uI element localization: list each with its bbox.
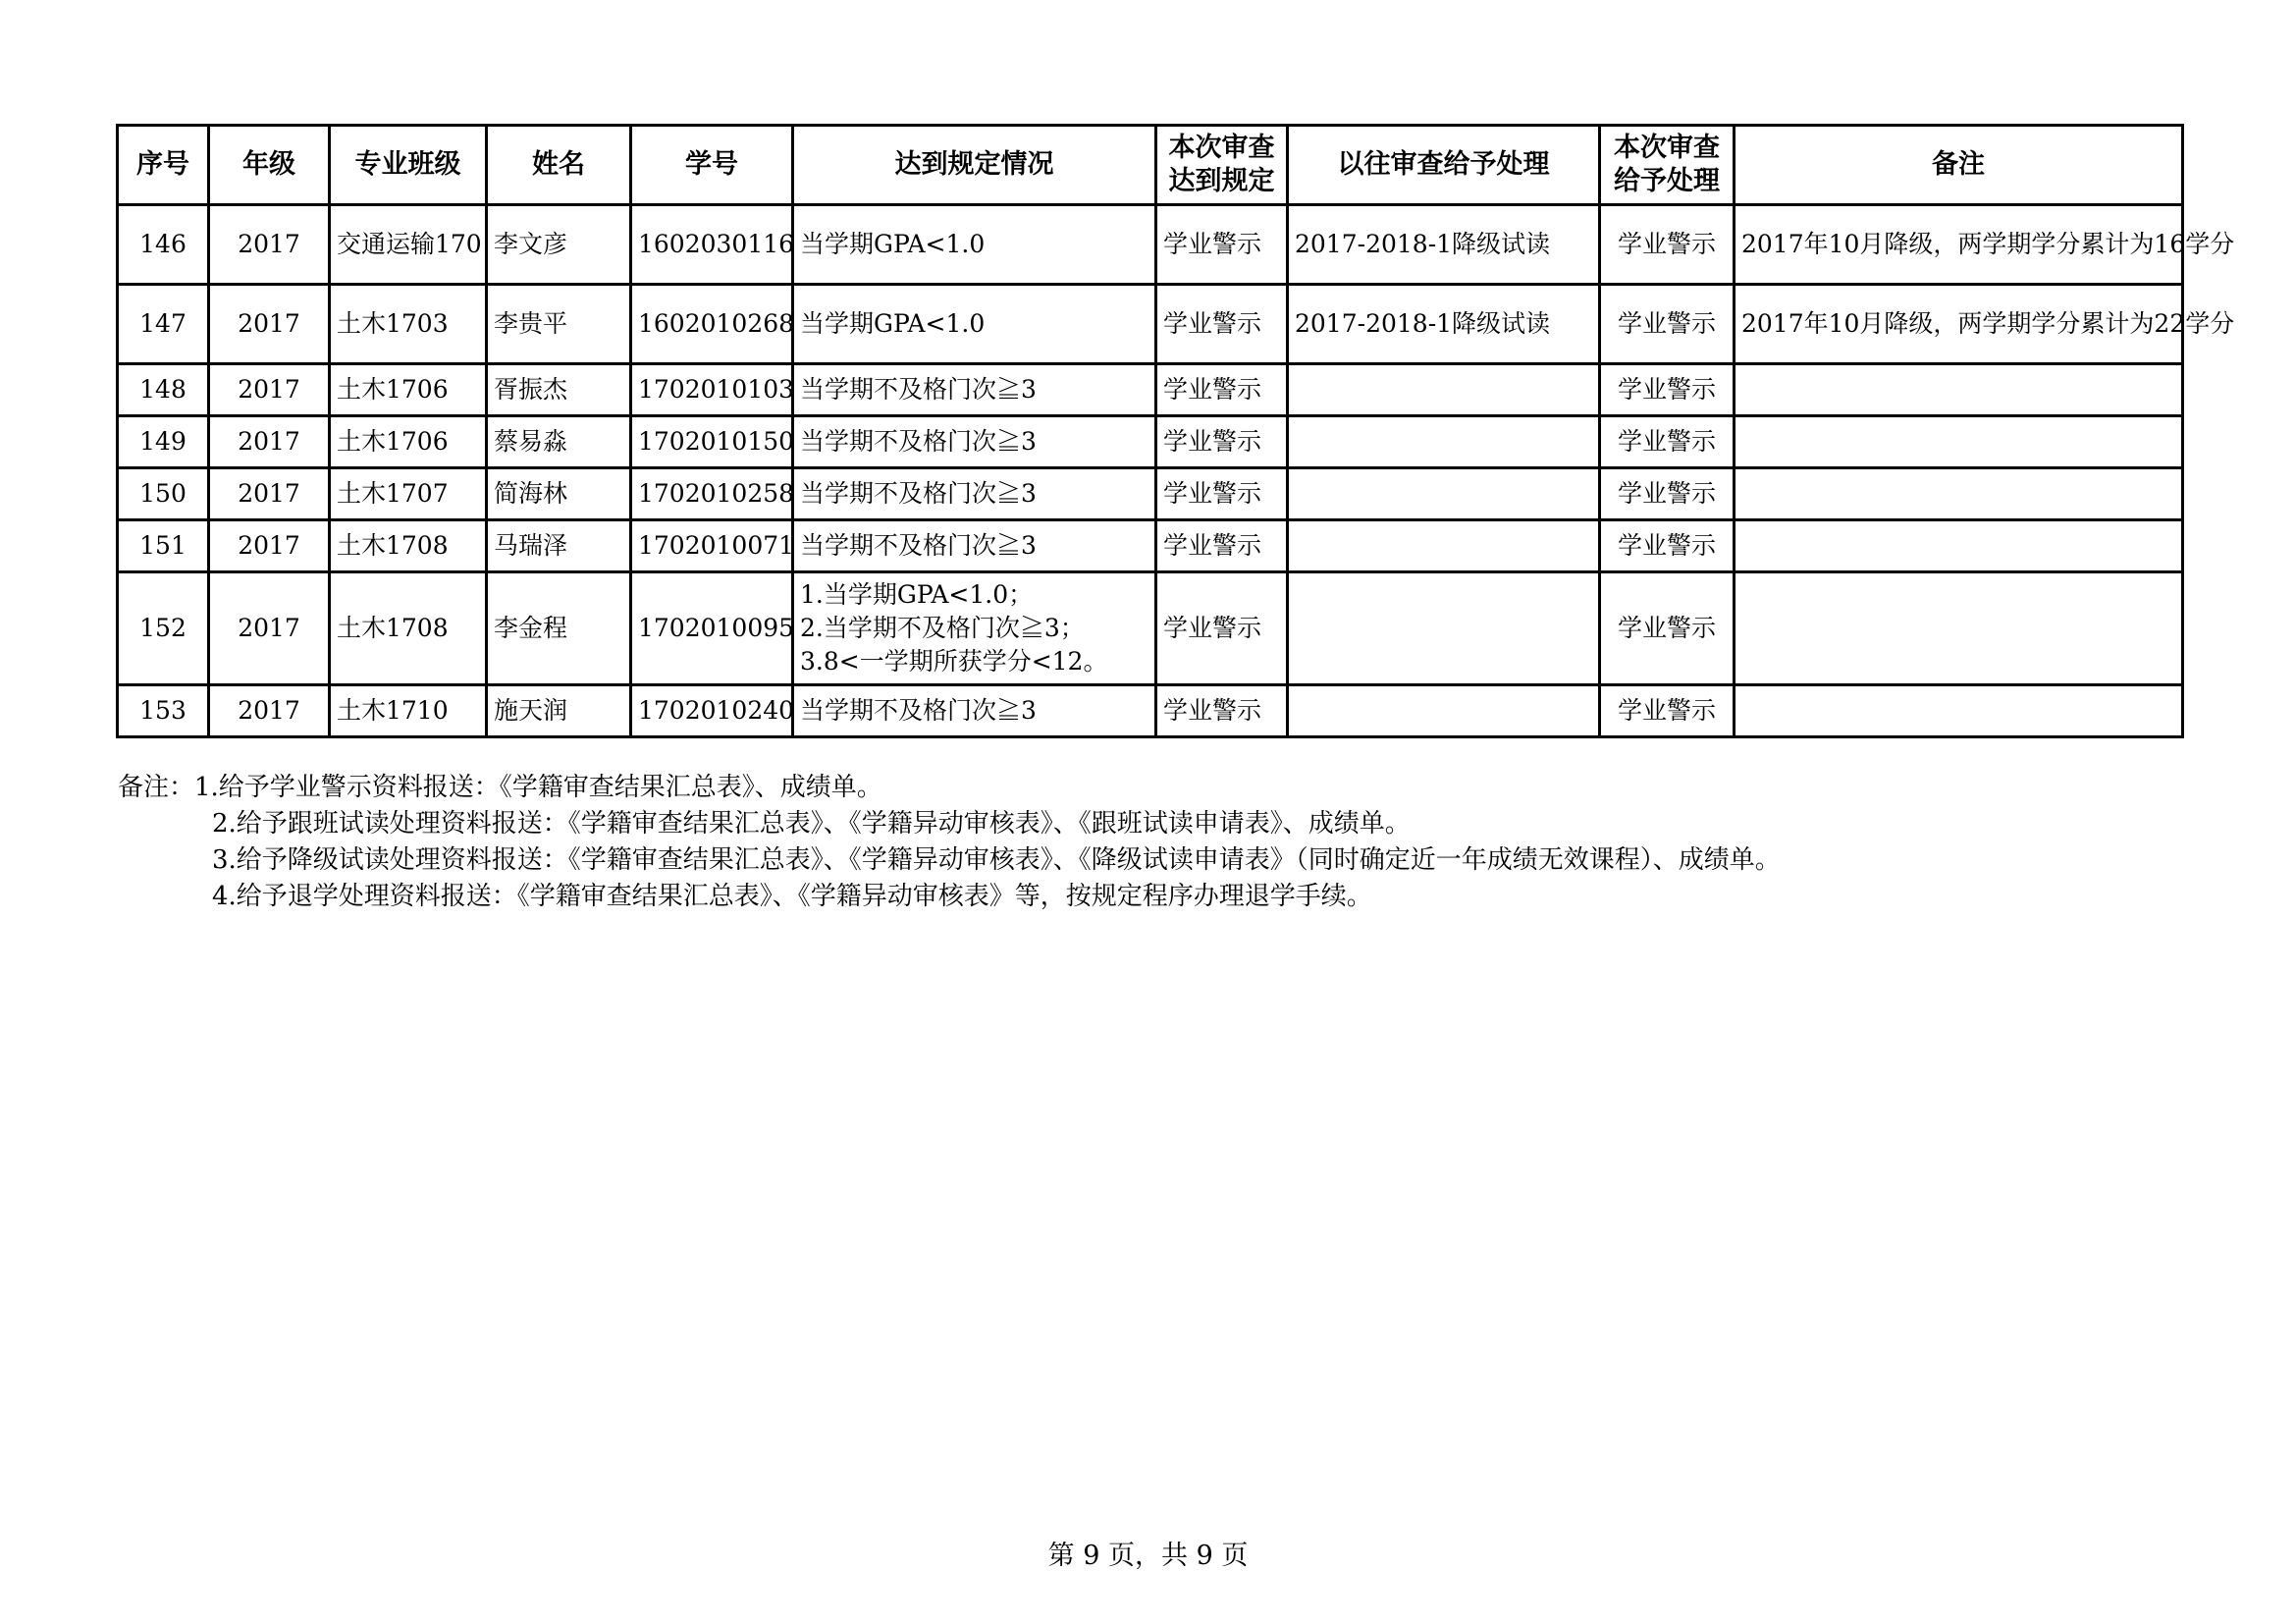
table-row: [118, 416, 2183, 468]
header-condition: 达到规定情况: [793, 126, 1156, 205]
header-student-id: 学号: [631, 126, 793, 205]
header-remark: 备注: [1735, 126, 2183, 205]
cell-condition: 当学期GPA<1.0: [793, 205, 1156, 285]
cell-previous: [1288, 364, 1600, 416]
cell-class: 土木1710: [330, 685, 487, 737]
table-row: [118, 520, 2183, 572]
cell-seq: 149: [118, 416, 209, 468]
cell-condition: 当学期不及格门次≧3: [793, 364, 1156, 416]
table-row: [118, 572, 2183, 685]
cell-grade: 2017: [209, 416, 330, 468]
cell-name: 李文彦: [487, 205, 631, 285]
cell-met: 学业警示: [1156, 364, 1288, 416]
cell-seq: 152: [118, 572, 209, 685]
cell-name: 李金程: [487, 572, 631, 685]
cell-action: 学业警示: [1600, 285, 1735, 364]
header-class: 专业班级: [330, 126, 487, 205]
cell-class: 交通运输170: [330, 205, 487, 285]
cell-name: 胥振杰: [487, 364, 631, 416]
cell-remark: [1735, 572, 2183, 685]
cell-met: 学业警示: [1156, 416, 1288, 468]
cell-name: 简海林: [487, 468, 631, 520]
note-line-2: 2.给予跟班试读处理资料报送：《学籍审查结果汇总表》、《学籍异动审核表》、《跟班试读申请表》、成绩单。: [212, 809, 1411, 839]
cell-previous: 2017-2018-1降级试读: [1288, 285, 1600, 364]
cell-action: 学业警示: [1600, 205, 1735, 285]
cell-condition: 当学期GPA<1.0: [793, 285, 1156, 364]
cell-student-id: 1702010103: [631, 364, 793, 416]
cell-action: 学业警示: [1600, 572, 1735, 685]
cell-seq: 148: [118, 364, 209, 416]
cell-class: 土木1708: [330, 572, 487, 685]
note-line-4: 4.给予退学处理资料报送：《学籍审查结果汇总表》、《学籍异动审核表》等，按规定程序办理退学手续。: [212, 882, 1372, 911]
cell-grade: 2017: [209, 468, 330, 520]
cell-condition: 当学期不及格门次≧3: [793, 685, 1156, 737]
review-results-table: [116, 124, 2235, 738]
cell-name: 李贵平: [487, 285, 631, 364]
note-line-1: 备注：1.给予学业警示资料报送：《学籍审查结果汇总表》、成绩单。: [118, 773, 882, 802]
condition-line-3: 3.8<一学期所获学分<12。: [800, 647, 1108, 676]
cell-condition: [793, 572, 1156, 685]
cell-previous: [1288, 520, 1600, 572]
cell-remark: 2017年10月降级，两学期学分累计为22学分: [1735, 285, 2183, 364]
cell-met: 学业警示: [1156, 520, 1288, 572]
cell-grade: 2017: [209, 520, 330, 572]
note-line-3: 3.给予降级试读处理资料报送：《学籍审查结果汇总表》、《学籍异动审核表》、《降级试读申请表》（同时确定近一年成绩无效课程）、成绩单。: [212, 845, 1781, 875]
cell-action: 学业警示: [1600, 416, 1735, 468]
cell-action: 学业警示: [1600, 364, 1735, 416]
cell-previous: [1288, 468, 1600, 520]
table-row: [118, 468, 2183, 520]
cell-condition: 当学期不及格门次≧3: [793, 416, 1156, 468]
cell-student-id: 1702010240: [631, 685, 793, 737]
table-row: [118, 364, 2183, 416]
cell-student-id: 1702010071: [631, 520, 793, 572]
cell-class: 土木1708: [330, 520, 487, 572]
cell-class: 土木1703: [330, 285, 487, 364]
cell-previous: 2017-2018-1降级试读: [1288, 205, 1600, 285]
cell-seq: 153: [118, 685, 209, 737]
cell-condition: 当学期不及格门次≧3: [793, 468, 1156, 520]
cell-condition: 当学期不及格门次≧3: [793, 520, 1156, 572]
cell-seq: 147: [118, 285, 209, 364]
cell-remark: [1735, 468, 2183, 520]
condition-line-1: 1.当学期GPA<1.0；: [800, 580, 1034, 609]
cell-grade: 2017: [209, 572, 330, 685]
cell-student-id: 1702010258: [631, 468, 793, 520]
cell-student-id: 1702010095: [631, 572, 793, 685]
cell-grade: 2017: [209, 205, 330, 285]
cell-class: 土木1706: [330, 416, 487, 468]
cell-name: 施天润: [487, 685, 631, 737]
cell-met: 学业警示: [1156, 205, 1288, 285]
notes-section: [118, 770, 2258, 915]
cell-seq: 150: [118, 468, 209, 520]
cell-grade: 2017: [209, 364, 330, 416]
table-row: [118, 205, 2183, 285]
cell-previous: [1288, 416, 1600, 468]
header-grade: 年级: [209, 126, 330, 205]
header-met: 本次审查达到规定: [1156, 126, 1288, 205]
cell-seq: 146: [118, 205, 209, 285]
cell-remark: [1735, 364, 2183, 416]
header-name: 姓名: [487, 126, 631, 205]
table-row: [118, 285, 2183, 364]
cell-seq: 151: [118, 520, 209, 572]
cell-remark: [1735, 520, 2183, 572]
cell-student-id: 1602010268: [631, 285, 793, 364]
cell-name: 蔡易淼: [487, 416, 631, 468]
cell-met: 学业警示: [1156, 285, 1288, 364]
cell-met: 学业警示: [1156, 468, 1288, 520]
cell-previous: [1288, 685, 1600, 737]
cell-remark: 2017年10月降级，两学期学分累计为16学分: [1735, 205, 2183, 285]
table-row: [118, 685, 2183, 737]
header-seq: 序号: [118, 126, 209, 205]
cell-class: 土木1706: [330, 364, 487, 416]
cell-student-id: 1602030116: [631, 205, 793, 285]
cell-action: 学业警示: [1600, 520, 1735, 572]
cell-action: 学业警示: [1600, 685, 1735, 737]
cell-previous: [1288, 572, 1600, 685]
header-previous: 以往审查给予处理: [1288, 126, 1600, 205]
condition-line-2: 2.当学期不及格门次≧3；: [800, 614, 1085, 642]
cell-name: 马瑞泽: [487, 520, 631, 572]
cell-action: 学业警示: [1600, 468, 1735, 520]
cell-student-id: 1702010150: [631, 416, 793, 468]
cell-grade: 2017: [209, 685, 330, 737]
cell-grade: 2017: [209, 285, 330, 364]
page-number: 第 9 页，共 9 页: [1047, 1541, 1249, 1571]
cell-met: 学业警示: [1156, 685, 1288, 737]
cell-class: 土木1707: [330, 468, 487, 520]
cell-met: 学业警示: [1156, 572, 1288, 685]
cell-remark: [1735, 685, 2183, 737]
header-action: 本次审查给予处理: [1600, 126, 1735, 205]
cell-remark: [1735, 416, 2183, 468]
table-header-row: [118, 126, 2183, 205]
